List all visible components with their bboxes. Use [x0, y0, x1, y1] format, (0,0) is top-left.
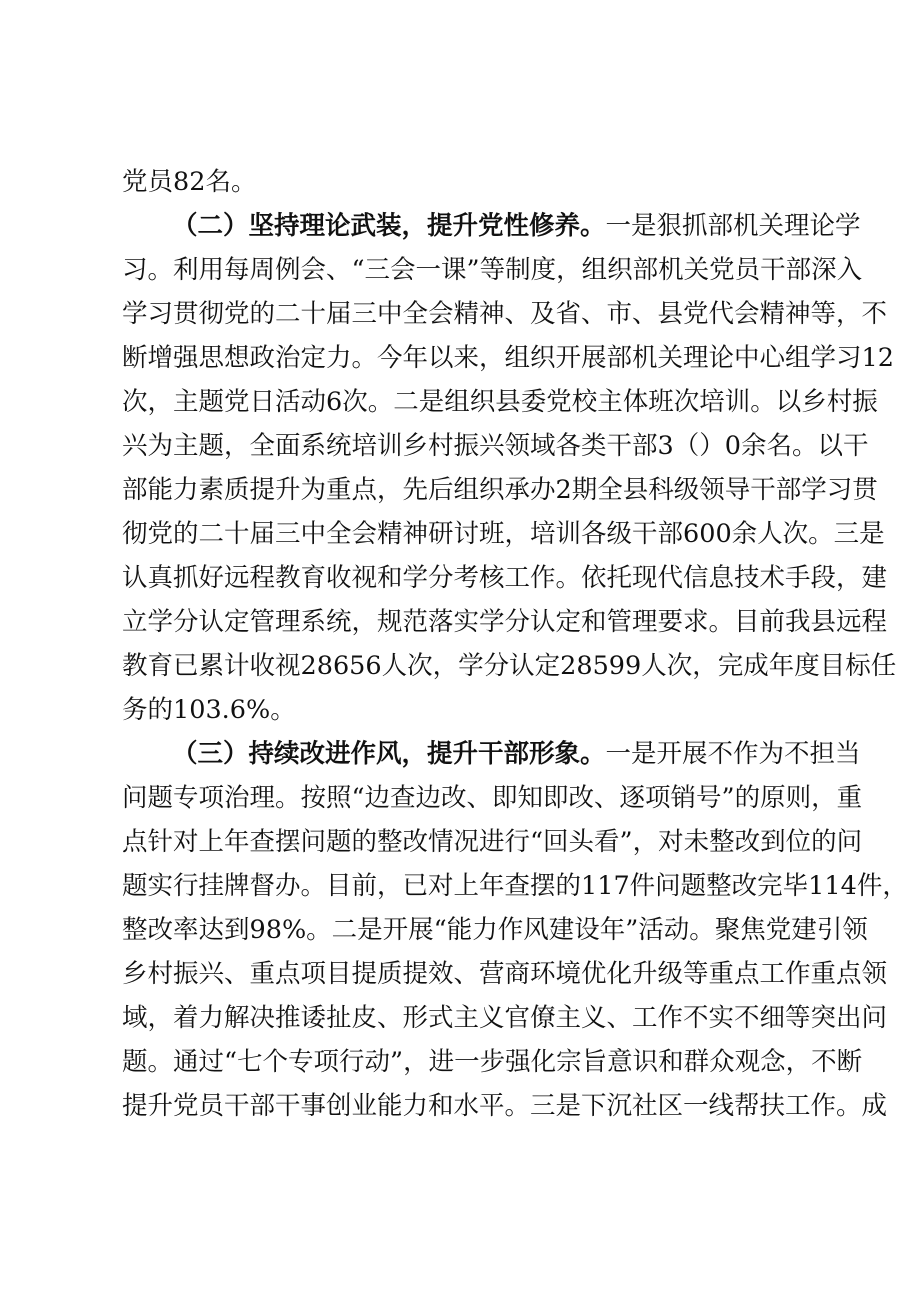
text-line: [122, 248, 863, 292]
text-run: 问题专项治理。按照“边查边改、即知即改、逐项销号”的原则，重: [122, 783, 863, 813]
text-line: [122, 996, 888, 1040]
text-line: [122, 380, 878, 424]
text-run: 党员82名。: [122, 167, 257, 197]
section-heading-line: [172, 732, 861, 776]
text-run: 题。通过“七个专项行动”，进一步强化宗旨意识和群众观念，不断: [122, 1047, 863, 1077]
text-run: 务的103.6%。: [122, 695, 296, 725]
text-line: [122, 776, 863, 820]
text-run: 题实行挂牌督办。目前，已对上年查摆的117件问题整改完毕114件，: [122, 871, 908, 901]
text-line: [122, 864, 908, 908]
text-run: 乡村振兴、重点项目提质提效、营商环境优化升级等重点工作重点领: [122, 959, 888, 989]
text-line: [122, 1040, 863, 1084]
text-line: [122, 820, 863, 864]
text-run: 学习贯彻党的二十届三中全会精神、及省、市、县党代会精神等，不: [122, 299, 888, 329]
text-run: 一是开展不作为不担当: [605, 739, 861, 769]
text-line: [122, 468, 878, 512]
text-run: 立学分认定管理系统，规范落实学分认定和管理要求。目前我县远程: [122, 607, 888, 637]
text-line: [122, 952, 888, 996]
section-heading: （二）坚持理论武装，提升党性修养。: [172, 211, 606, 241]
text-line: [122, 908, 868, 952]
text-run: 兴为主题，全面系统培训乡村振兴领域各类干部3（）0余名。以干: [122, 431, 869, 461]
section-heading-line: [172, 204, 861, 248]
text-line: [122, 644, 897, 688]
text-line: [122, 512, 885, 556]
text-run: 一是狠抓部机关理论学: [605, 211, 861, 241]
text-line: [122, 1084, 888, 1128]
text-line: [122, 336, 894, 380]
text-run: 教育已累计收视28656人次，学分认定28599人次，完成年度目标任: [122, 651, 897, 681]
text-run: 提升党员干部干事创业能力和水平。三是下沉社区一线帮扶工作。成: [122, 1091, 888, 1121]
text-line: [122, 556, 888, 600]
text-line: [122, 160, 808, 204]
text-run: 彻党的二十届三中全会精神研讨班，培训各级干部600余人次。三是: [122, 519, 885, 549]
text-run: 认真抓好远程教育收视和学分考核工作。依托现代信息技术手段，建: [122, 563, 888, 593]
text-line: [122, 600, 888, 644]
text-line: [122, 424, 869, 468]
text-run: 点针对上年查摆问题的整改情况进行“回头看”，对未整改到位的问: [122, 827, 863, 857]
text-run: 次，主题党日活动6次。二是组织县委党校主体班次培训。以乡村振: [122, 387, 878, 417]
text-line: [122, 292, 888, 336]
section-heading: （三）持续改进作风，提升干部形象。: [172, 739, 606, 769]
text-run: 习。利用每周例会、“三会一课”等制度，组织部机关党员干部深入: [122, 255, 863, 285]
text-run: 断增强思想政治定力。今年以来，组织开展部机关理论中心组学习12: [122, 343, 894, 373]
text-run: 域，着力解决推诿扯皮、形式主义官僚主义、工作不实不细等突出问: [122, 1003, 888, 1033]
text-run: 整改率达到98%。二是开展“能力作风建设年”活动。聚焦党建引领: [122, 915, 868, 945]
text-line: [122, 688, 808, 732]
text-run: 部能力素质提升为重点，先后组织承办2期全县科级领导干部学习贯: [122, 475, 878, 505]
